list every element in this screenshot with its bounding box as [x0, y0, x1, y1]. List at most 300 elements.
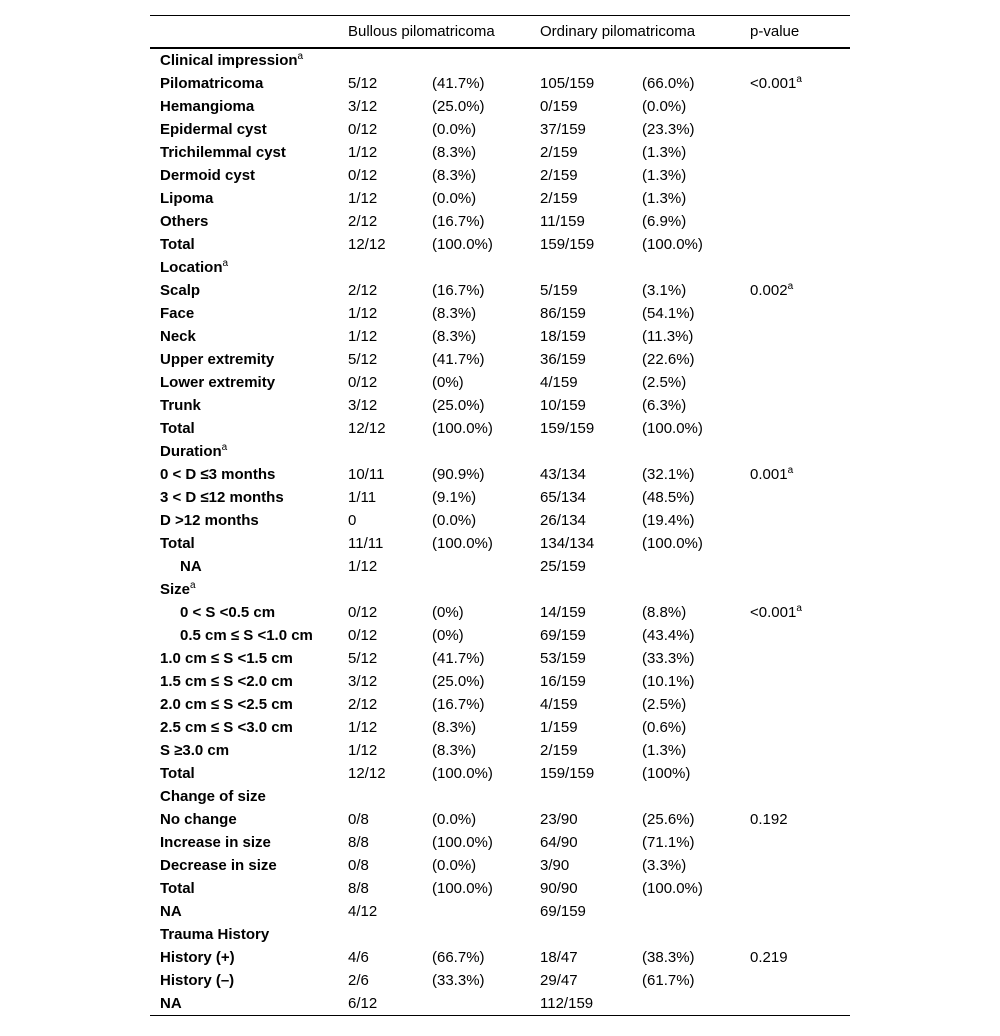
- bullous-count: 8/8: [348, 880, 369, 897]
- header-p-value: p-value: [750, 23, 800, 40]
- p-value-cell: [750, 693, 850, 716]
- p-value-cell: [750, 187, 850, 210]
- ordinary-percent: (6.9%): [642, 213, 687, 230]
- bullous-count: 3/12: [348, 397, 378, 414]
- row-label: [150, 808, 348, 831]
- bullous-count: 2/6: [348, 972, 369, 989]
- row-label-text: Change of size: [160, 788, 266, 805]
- row-label-text: 3 < D ≤12 months: [160, 489, 284, 506]
- row-label-text: No change: [160, 811, 237, 828]
- row-label: [150, 48, 348, 72]
- ordinary-count: 2/159: [540, 742, 578, 759]
- header-row: [150, 16, 850, 49]
- bullous-percent: [432, 785, 540, 808]
- row-label: [150, 601, 348, 624]
- p-value-cell: [750, 647, 850, 670]
- bullous-count: 5/12: [348, 650, 378, 667]
- row-label-text: 2.5 cm ≤ S <3.0 cm: [160, 719, 293, 736]
- ordinary-percent: [642, 785, 750, 808]
- row-label-text: Duration: [160, 443, 222, 460]
- ordinary-count: 0/159: [540, 98, 578, 115]
- bullous-count: 2/12: [348, 282, 378, 299]
- row-label: [150, 555, 348, 578]
- bullous-count: 1/12: [348, 742, 378, 759]
- row-label: [150, 532, 348, 555]
- bullous-count: 1/11: [348, 489, 377, 506]
- bullous-count: 12/12: [348, 765, 386, 782]
- ordinary-percent: (6.3%): [642, 397, 687, 414]
- table-row: [150, 532, 850, 555]
- row-label-text: NA: [180, 558, 202, 575]
- ordinary-percent: (66.0%): [642, 75, 695, 92]
- table-row: [150, 946, 850, 969]
- p-value-cell: [750, 48, 850, 72]
- ordinary-percent: (38.3%): [642, 949, 695, 966]
- bullous-count: [348, 923, 432, 946]
- table-row: [150, 348, 850, 371]
- ordinary-count: 26/134: [540, 512, 586, 529]
- row-label: [150, 141, 348, 164]
- ordinary-percent: (2.5%): [642, 696, 687, 713]
- bullous-count: [348, 48, 432, 72]
- table-row: [150, 371, 850, 394]
- row-label: [150, 992, 348, 1016]
- bullous-percent: (0.0%): [432, 190, 477, 207]
- ordinary-count: 112/159: [540, 995, 594, 1012]
- bullous-count: 12/12: [348, 236, 386, 253]
- ordinary-count: 65/134: [540, 489, 586, 506]
- bullous-percent: (66.7%): [432, 949, 485, 966]
- bullous-count: 5/12: [348, 351, 378, 368]
- bullous-percent: (0.0%): [432, 857, 477, 874]
- bullous-percent: (0%): [432, 604, 464, 621]
- ordinary-percent: (100.0%): [642, 535, 703, 552]
- p-value-cell: [750, 95, 850, 118]
- row-label-text: 1.5 cm ≤ S <2.0 cm: [160, 673, 293, 690]
- bullous-percent: (0%): [432, 627, 464, 644]
- table-row: [150, 808, 850, 831]
- bullous-percent: [432, 256, 540, 279]
- bullous-count: 5/12: [348, 75, 378, 92]
- ordinary-count: 134/134: [540, 535, 595, 552]
- row-label-text: Trunk: [160, 397, 201, 414]
- table-row: [150, 118, 850, 141]
- ordinary-count: 159/159: [540, 236, 595, 253]
- table-header: [150, 16, 850, 49]
- row-label: [150, 302, 348, 325]
- p-value-cell: [750, 394, 850, 417]
- p-value-cell: [750, 233, 850, 256]
- row-label: [150, 95, 348, 118]
- bullous-percent: (0%): [432, 374, 464, 391]
- footnote-marker: a: [221, 442, 228, 453]
- bullous-count: 4/6: [348, 949, 369, 966]
- table-row: [150, 279, 850, 302]
- row-label: [150, 923, 348, 946]
- p-value-footnote-marker: a: [796, 603, 802, 614]
- row-label-text: Increase in size: [160, 834, 271, 851]
- bullous-percent: [432, 578, 540, 601]
- row-label: [150, 877, 348, 900]
- row-label: [150, 969, 348, 992]
- p-value-cell: [750, 532, 850, 555]
- row-label-text: 2.0 cm ≤ S <2.5 cm: [160, 696, 293, 713]
- table-row: [150, 785, 850, 808]
- p-value-cell: [750, 210, 850, 233]
- ordinary-count: 10/159: [540, 397, 586, 414]
- ordinary-percent: (1.3%): [642, 190, 687, 207]
- p-value-cell: [750, 463, 850, 486]
- footnote-marker: a: [222, 258, 229, 269]
- bullous-percent: (0.0%): [432, 512, 477, 529]
- footnote-marker: a: [190, 580, 196, 591]
- bullous-count: 0/12: [348, 121, 378, 138]
- ordinary-percent: [642, 555, 750, 578]
- ordinary-percent: (32.1%): [642, 466, 695, 483]
- row-label: [150, 187, 348, 210]
- row-label-text: Dermoid cyst: [160, 167, 256, 184]
- p-value-cell: [750, 302, 850, 325]
- row-label-text: Hemangioma: [160, 98, 255, 115]
- ordinary-count: 23/90: [540, 811, 578, 828]
- bullous-count: 8/8: [348, 834, 369, 851]
- row-label: [150, 417, 348, 440]
- p-value-footnote-marker: a: [796, 74, 802, 85]
- bullous-percent: (41.7%): [432, 351, 485, 368]
- table-row: [150, 394, 850, 417]
- bullous-percent: (100.0%): [432, 880, 493, 897]
- bullous-percent: (8.3%): [432, 328, 477, 345]
- row-label-text: Neck: [160, 328, 196, 345]
- table-row: [150, 739, 850, 762]
- ordinary-percent: (1.3%): [642, 742, 687, 759]
- ordinary-percent: [642, 440, 750, 463]
- bullous-percent: (8.3%): [432, 167, 477, 184]
- table-row: [150, 210, 850, 233]
- ordinary-count: 1/159: [540, 719, 578, 736]
- ordinary-count: 11/159: [540, 213, 585, 230]
- table-row: [150, 900, 850, 923]
- bullous-count: 2/12: [348, 213, 378, 230]
- table-row: [150, 693, 850, 716]
- row-label: [150, 716, 348, 739]
- row-label-text: Trauma History: [160, 926, 270, 943]
- bullous-count: [348, 440, 432, 463]
- bullous-percent: (100.0%): [432, 236, 493, 253]
- bullous-count: 1/12: [348, 305, 378, 322]
- ordinary-count: [540, 440, 642, 463]
- ordinary-percent: (3.3%): [642, 857, 687, 874]
- comparison-table: [150, 15, 850, 1016]
- row-label: [150, 739, 348, 762]
- ordinary-percent: [642, 256, 750, 279]
- row-label: [150, 325, 348, 348]
- ordinary-count: 18/47: [540, 949, 578, 966]
- table-row: [150, 992, 850, 1016]
- p-value-cell: [750, 256, 850, 279]
- ordinary-count: 25/159: [540, 558, 586, 575]
- ordinary-percent: (100.0%): [642, 236, 703, 253]
- ordinary-count: [540, 256, 642, 279]
- bullous-count: 0: [348, 512, 357, 529]
- bullous-count: [348, 785, 432, 808]
- bullous-count: 10/11: [348, 466, 385, 483]
- p-value: 0.192: [750, 811, 788, 828]
- ordinary-percent: (23.3%): [642, 121, 695, 138]
- data-table-container: [150, 15, 850, 1016]
- ordinary-count: 2/159: [540, 167, 578, 184]
- header-bullous: Bullous pilomatricoma: [348, 23, 495, 40]
- row-label: [150, 693, 348, 716]
- table-row: [150, 187, 850, 210]
- row-label: [150, 647, 348, 670]
- p-value-cell: [750, 578, 850, 601]
- ordinary-percent: (0.0%): [642, 98, 687, 115]
- bullous-percent: (100.0%): [432, 535, 493, 552]
- bullous-count: 0/12: [348, 374, 378, 391]
- row-label: [150, 762, 348, 785]
- ordinary-percent: (11.3%): [642, 328, 694, 345]
- bullous-count: 12/12: [348, 420, 386, 437]
- ordinary-count: 18/159: [540, 328, 586, 345]
- p-value-cell: [750, 854, 850, 877]
- p-value-cell: [750, 808, 850, 831]
- ordinary-percent: [642, 923, 750, 946]
- table-row: [150, 302, 850, 325]
- bullous-percent: (8.3%): [432, 719, 477, 736]
- bullous-percent: (25.0%): [432, 673, 485, 690]
- row-label: [150, 394, 348, 417]
- table-row: [150, 486, 850, 509]
- ordinary-percent: (71.1%): [642, 834, 695, 851]
- p-value-cell: [750, 601, 850, 624]
- bullous-count: [348, 578, 432, 601]
- p-value-cell: [750, 555, 850, 578]
- ordinary-percent: (22.6%): [642, 351, 695, 368]
- bullous-percent: (8.3%): [432, 144, 477, 161]
- bullous-percent: [432, 555, 540, 578]
- bullous-count: 0/8: [348, 857, 369, 874]
- ordinary-count: [540, 923, 642, 946]
- bullous-count: [348, 256, 432, 279]
- ordinary-percent: (61.7%): [642, 972, 695, 989]
- table-row: [150, 877, 850, 900]
- bullous-count: 1/12: [348, 190, 378, 207]
- bullous-count: 3/12: [348, 98, 378, 115]
- bullous-percent: (41.7%): [432, 650, 485, 667]
- ordinary-count: 16/159: [540, 673, 586, 690]
- ordinary-count: 29/47: [540, 972, 578, 989]
- row-label-text: History (+): [160, 949, 235, 966]
- bullous-percent: (0.0%): [432, 121, 477, 138]
- ordinary-count: 159/159: [540, 420, 595, 437]
- p-value-cell: [750, 348, 850, 371]
- table-body: [150, 48, 850, 1016]
- bullous-count: 2/12: [348, 696, 378, 713]
- table-row: [150, 624, 850, 647]
- row-label: [150, 279, 348, 302]
- row-label-text: Size: [160, 581, 191, 598]
- ordinary-percent: [642, 578, 750, 601]
- ordinary-percent: (10.1%): [642, 673, 695, 690]
- row-label-text: 0.5 cm ≤ S <1.0 cm: [180, 627, 313, 644]
- row-label: [150, 900, 348, 923]
- p-value-cell: [750, 900, 850, 923]
- table-row: [150, 440, 850, 463]
- row-label-text: NA: [160, 995, 182, 1012]
- row-label-text: Total: [160, 880, 195, 897]
- ordinary-count: 5/159: [540, 282, 578, 299]
- ordinary-percent: (2.5%): [642, 374, 687, 391]
- bullous-count: 0/12: [348, 604, 378, 621]
- ordinary-count: 3/90: [540, 857, 570, 874]
- bullous-count: 1/12: [348, 558, 378, 575]
- bullous-percent: (100.0%): [432, 420, 493, 437]
- table-row: [150, 716, 850, 739]
- row-label-text: S ≥3.0 cm: [160, 742, 230, 759]
- header-ordinary: Ordinary pilomatricoma: [540, 23, 696, 40]
- ordinary-percent: (19.4%): [642, 512, 695, 529]
- p-value: 0.002: [750, 282, 788, 299]
- p-value-cell: [750, 785, 850, 808]
- ordinary-count: 2/159: [540, 190, 578, 207]
- bullous-percent: (100.0%): [432, 765, 493, 782]
- p-value-cell: [750, 762, 850, 785]
- ordinary-count: 2/159: [540, 144, 578, 161]
- ordinary-count: 4/159: [540, 374, 578, 391]
- ordinary-percent: [642, 900, 750, 923]
- row-label-text: Others: [160, 213, 209, 230]
- row-label: [150, 670, 348, 693]
- ordinary-percent: [642, 992, 750, 1016]
- ordinary-percent: (33.3%): [642, 650, 695, 667]
- p-value-cell: [750, 141, 850, 164]
- ordinary-percent: (3.1%): [642, 282, 687, 299]
- p-value-cell: [750, 440, 850, 463]
- ordinary-percent: (1.3%): [642, 167, 687, 184]
- row-label-text: Trichilemmal cyst: [160, 144, 286, 161]
- ordinary-count: 69/159: [540, 627, 586, 644]
- bullous-percent: (9.1%): [432, 489, 477, 506]
- row-label-text: Pilomatricoma: [160, 75, 264, 92]
- row-label-text: Total: [160, 535, 195, 552]
- bullous-count: 1/12: [348, 144, 378, 161]
- bullous-percent: [432, 900, 540, 923]
- ordinary-count: 69/159: [540, 903, 586, 920]
- p-value-cell: [750, 831, 850, 854]
- ordinary-count: 37/159: [540, 121, 586, 138]
- table-row: [150, 48, 850, 72]
- table-row: [150, 670, 850, 693]
- p-value-cell: [750, 716, 850, 739]
- ordinary-percent: (100.0%): [642, 880, 703, 897]
- bullous-percent: (8.3%): [432, 305, 477, 322]
- row-label: [150, 233, 348, 256]
- row-label-text: Total: [160, 420, 195, 437]
- bullous-percent: (8.3%): [432, 742, 477, 759]
- bullous-percent: (100.0%): [432, 834, 493, 851]
- table-row: [150, 417, 850, 440]
- p-value-cell: [750, 72, 850, 95]
- header-empty-cell: [150, 16, 348, 49]
- row-label-text: 0 < D ≤3 months: [160, 466, 276, 483]
- p-value-cell: [750, 164, 850, 187]
- bullous-count: 4/12: [348, 903, 378, 920]
- table-row: [150, 923, 850, 946]
- row-label-text: NA: [160, 903, 182, 920]
- ordinary-count: 159/159: [540, 765, 595, 782]
- bullous-percent: (90.9%): [432, 466, 485, 483]
- row-label: [150, 509, 348, 532]
- row-label: [150, 348, 348, 371]
- ordinary-percent: (25.6%): [642, 811, 695, 828]
- table-row: [150, 509, 850, 532]
- p-value: 0.219: [750, 949, 788, 966]
- p-value-footnote-marker: a: [787, 281, 794, 292]
- ordinary-percent: [642, 48, 750, 72]
- row-label-text: Face: [160, 305, 195, 322]
- row-label-text: Scalp: [160, 282, 201, 299]
- row-label: [150, 210, 348, 233]
- table-row: [150, 141, 850, 164]
- p-value-cell: [750, 670, 850, 693]
- p-value: 0.001: [750, 466, 788, 483]
- row-label: [150, 578, 348, 601]
- p-value-footnote-marker: a: [787, 465, 794, 476]
- row-label-text: 0 < S <0.5 cm: [180, 604, 276, 621]
- table-row: [150, 256, 850, 279]
- footnote-marker: a: [297, 51, 304, 62]
- ordinary-percent: (100%): [642, 765, 691, 782]
- bullous-count: 0/12: [348, 627, 378, 644]
- p-value-cell: [750, 739, 850, 762]
- table-row: [150, 762, 850, 785]
- p-value-cell: [750, 325, 850, 348]
- row-label-text: D >12 months: [160, 512, 259, 529]
- row-label-text: Decrease in size: [160, 857, 277, 874]
- ordinary-percent: (54.1%): [642, 305, 695, 322]
- p-value-cell: [750, 877, 850, 900]
- bullous-percent: (0.0%): [432, 811, 477, 828]
- table-row: [150, 647, 850, 670]
- bullous-count: 1/12: [348, 719, 378, 736]
- ordinary-percent: (43.4%): [642, 627, 695, 644]
- row-label: [150, 624, 348, 647]
- p-value-cell: [750, 946, 850, 969]
- ordinary-count: [540, 48, 642, 72]
- row-label-text: Lower extremity: [160, 374, 276, 391]
- ordinary-percent: (0.6%): [642, 719, 687, 736]
- bullous-percent: [432, 440, 540, 463]
- ordinary-count: 90/90: [540, 880, 578, 897]
- ordinary-count: 43/134: [540, 466, 586, 483]
- p-value-cell: [750, 992, 850, 1016]
- row-label-text: Upper extremity: [160, 351, 275, 368]
- row-label: [150, 831, 348, 854]
- ordinary-count: 4/159: [540, 696, 578, 713]
- bullous-percent: [432, 48, 540, 72]
- table-row: [150, 325, 850, 348]
- p-value-cell: [750, 969, 850, 992]
- row-label-text: Location: [160, 259, 223, 276]
- ordinary-count: 64/90: [540, 834, 578, 851]
- ordinary-percent: (100.0%): [642, 420, 703, 437]
- table-row: [150, 969, 850, 992]
- bullous-count: 0/8: [348, 811, 369, 828]
- row-label-text: Total: [160, 236, 195, 253]
- row-label-text: 1.0 cm ≤ S <1.5 cm: [160, 650, 293, 667]
- table-row: [150, 601, 850, 624]
